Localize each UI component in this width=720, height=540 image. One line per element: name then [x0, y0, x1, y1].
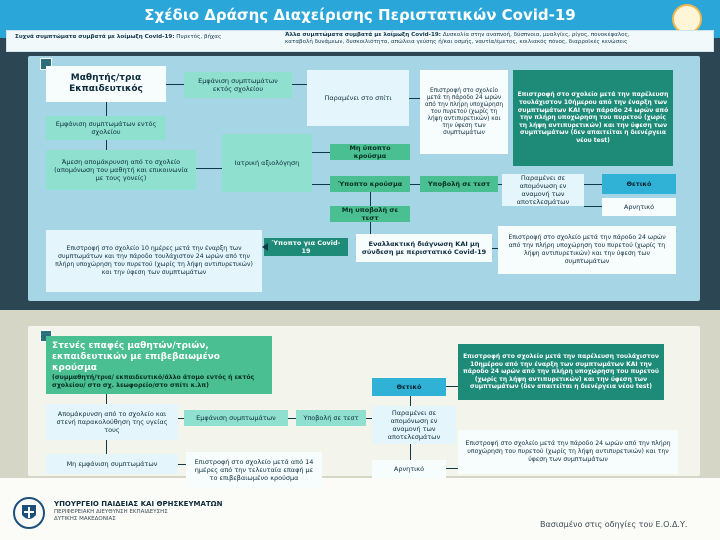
- bottom-positive: Θετικό: [372, 378, 446, 396]
- alternative-diagnosis: Εναλλακτική διάγνωση ΚΑΙ μη σύνδεση με περιστατικό Covid-19: [356, 234, 492, 262]
- stays-home: Παραμένει στο σπίτι: [307, 70, 409, 126]
- connector: [106, 394, 107, 404]
- connector: [584, 184, 602, 185]
- suspected-covid: Ύποπτο για Covid-19: [264, 238, 348, 256]
- connector: [370, 222, 371, 234]
- connector: [196, 168, 222, 169]
- connector: [584, 206, 602, 207]
- connector: [288, 418, 296, 419]
- directorate-name: ΠΕΡΙΦΕΡΕΙΑΚΗ ΔΙΕΥΘΥΝΣΗ ΕΚΠΑΙΔΕΥΣΗΣ: [54, 509, 168, 515]
- other-symptoms-text-2: καταβολή δυνάμεων, δυσκοιλιότητα, απώλεια γεύσης ή/και οσμής, ναυτία/έμετος, κοιλιακός πόνος, διαρροϊκές κενώσεις: [285, 39, 628, 45]
- top-positive: Θετικό: [602, 174, 676, 194]
- common-symptoms-text: Πυρετός, βήχας: [176, 34, 222, 40]
- connector: [366, 418, 372, 419]
- removal-monitoring: Απομάκρυνση από το σχολείο και στενή παρακολούθηση της υγείας τους: [46, 404, 178, 440]
- connector: [492, 248, 498, 249]
- medical-evaluation: Ιατρική αξιολόγηση: [222, 134, 312, 192]
- bottom-return-after-10d: Επιστροφή στο σχολείο μετά την παρέλευση τουλάχιστον 10ημέρου από την έναρξη των συμπτωμάτων ΚΑΙ την πάροδο 24 ωρών από την πλήρη υποχώρηση του πυρετού (χωρίς τη λήψη αντιπυρετικών) και την ύφεση των συμπτωμάτων (δεν απαιτείται η διενέργεια νέου test): [458, 344, 664, 400]
- no-symptoms: Μη εμφάνιση συμπτωμάτων: [46, 454, 178, 474]
- connector: [370, 192, 371, 206]
- connector: [312, 184, 330, 185]
- common-symptoms: [15, 34, 221, 41]
- arrow-left-icon: [262, 243, 268, 251]
- bottom-test: Υποβολή σε τεστ: [296, 410, 366, 426]
- no-test: Μη υποβολή σε τεστ: [330, 206, 410, 222]
- symptoms-bar: [6, 30, 714, 52]
- connector: [106, 440, 107, 454]
- onset-inside-school: Εμφάνιση συμπτωμάτων εντός σχολείου: [46, 116, 166, 140]
- bottom-return-after-24h: Επιστροφή στο σχολείο μετά την πάροδο 24 ωρών από την πλήρη υποχώρηση του πυρετού (χωρίς τη λήψη αντιπυρετικών) και την ύφεση των συμπτωμάτων: [458, 430, 678, 474]
- region-name: ΔΥΤΙΚΗΣ ΜΑΚΕΔΟΝΙΑΣ: [54, 516, 116, 522]
- greek-crest-icon: [12, 496, 46, 530]
- onset-outside-school: Εμφάνιση συμπτωμάτων εκτός σχολείου: [184, 72, 292, 98]
- bottom-symptom-onset: Εμφάνιση συμπτωμάτων: [184, 410, 288, 426]
- other-symptoms-label: Άλλα συμπτώματα συμβατά με λοίμωξη Covid-19:: [285, 32, 442, 38]
- connector: [410, 184, 420, 185]
- connector: [498, 184, 502, 185]
- top-test: Υποβολή σε τεστ: [420, 176, 498, 192]
- connector: [292, 84, 307, 85]
- connector: [106, 102, 107, 116]
- bottom-awaits-results: Παραμένει σε απομόνωση εν αναμονή των αποτελεσμάτων: [372, 406, 456, 444]
- immediate-removal: Άμεση απομάκρυνση από το σχολείο (απομόνωση του μαθητή και επικοινωνία με τους γονείς): [46, 150, 196, 190]
- connector: [178, 464, 186, 465]
- connector: [178, 418, 184, 419]
- connector: [410, 396, 411, 406]
- top-negative: Αρνητικό: [602, 198, 676, 216]
- bottom-header-title: Στενές επαφές μαθητών/τριών, εκπαιδευτικών με επιβεβαιωμένο κρούσμα: [52, 340, 220, 373]
- common-symptoms-label: Συχνά συμπτώματα συμβατά με λοίμωξη Covid-19:: [15, 34, 175, 40]
- connector: [446, 386, 458, 387]
- ministry-name: ΥΠΟΥΡΓΕΙΟ ΠΑΙΔΕΙΑΣ ΚΑΙ ΘΡΗΣΚΕΥΜΑΤΩΝ: [54, 500, 223, 508]
- return-after-10d-top: Επιστροφή στο σχολείο μετά την παρέλευση τουλάχιστον 10ήμερου από την έναρξη των συμπτωμάτων ΚΑΙ την πάροδο 24 ωρών από την πλήρη υποχώρηση του πυρετού (χωρίς τη λήψη αντιπυρετικών) και την ύφεση των συμπτωμάτων (δεν απαιτείται η διενέργεια νέου test): [513, 70, 673, 166]
- connector: [166, 84, 184, 85]
- return-after-24h-top: Επιστροφή στο σχολείο μετά τη πάροδο 24 ωρών από την πλήρη υποχώρηση του πυρετού (χωρίς τη λήψη αντιπυρετικών) και την ύφεση των συμπτωμάτων: [420, 70, 508, 154]
- bottom-header-subtitle: (συμμαθητή/τρια/ εκπαιδευτικό/άλλο άτομο εντός ή εκτός σχολείου/ στο σχ. λεωφορείο/στο σπίτι κ.λπ): [52, 373, 255, 389]
- source-note: Βασισμένο στις οδηγίες του Ε.Ο.Δ.Υ.: [540, 520, 688, 529]
- top-awaits-results: Παραμένει σε απομόνωση εν αναμονή των αποτελεσμάτων: [502, 174, 584, 206]
- return-after-24h-bottom: Επιστροφή στο σχολείο μετά την πάροδο 24 ωρών από την πλήρη υποχώρηση του πυρετού (χωρίς τη λήψη αντιπυρετικών) και την ύφεση των συμπτωμάτων: [498, 226, 676, 274]
- other-symptoms-text-1: Δυσκολία στην αναπνοή, δύσπνοια, μυαλγίες, ρίγος, πονοκέφαλος,: [442, 32, 630, 38]
- bottom-negative: Αρνητικό: [372, 460, 446, 478]
- page-title: Σχέδιο Δράσης Διαχείρισης Περιστατικών Covid-19: [144, 6, 576, 24]
- top-header: Μαθητής/τρια Εκπαιδευτικός: [46, 66, 166, 102]
- return-after-14d: Επιστροφή στο σχολείο μετά από 14 ημέρες από την τελευταία επαφή με το επιβεβαιωμένο κρούσμα: [186, 452, 322, 488]
- bottom-header: [46, 336, 272, 394]
- suspect-case: Ύποπτο κρούσμα: [330, 176, 410, 192]
- connector: [446, 468, 458, 469]
- connector: [312, 152, 330, 153]
- connector: [409, 98, 420, 99]
- not-suspect-case: Μη ύποπτο κρούσμα: [330, 144, 410, 160]
- other-symptoms: [285, 32, 713, 46]
- return-after-10d-left: Επιστροφή στο σχολείο 10 ημέρες μετά την έναρξη των συμπτωμάτων και την πάροδο τουλάχιστον 24 ωρών από την πλήρη υποχώρηση του πυρετού (χωρίς τη λήψη αντιπυρετικών) και την ύφεση των συμπτωμάτων: [46, 230, 262, 292]
- connector: [410, 444, 411, 460]
- connector: [106, 140, 107, 150]
